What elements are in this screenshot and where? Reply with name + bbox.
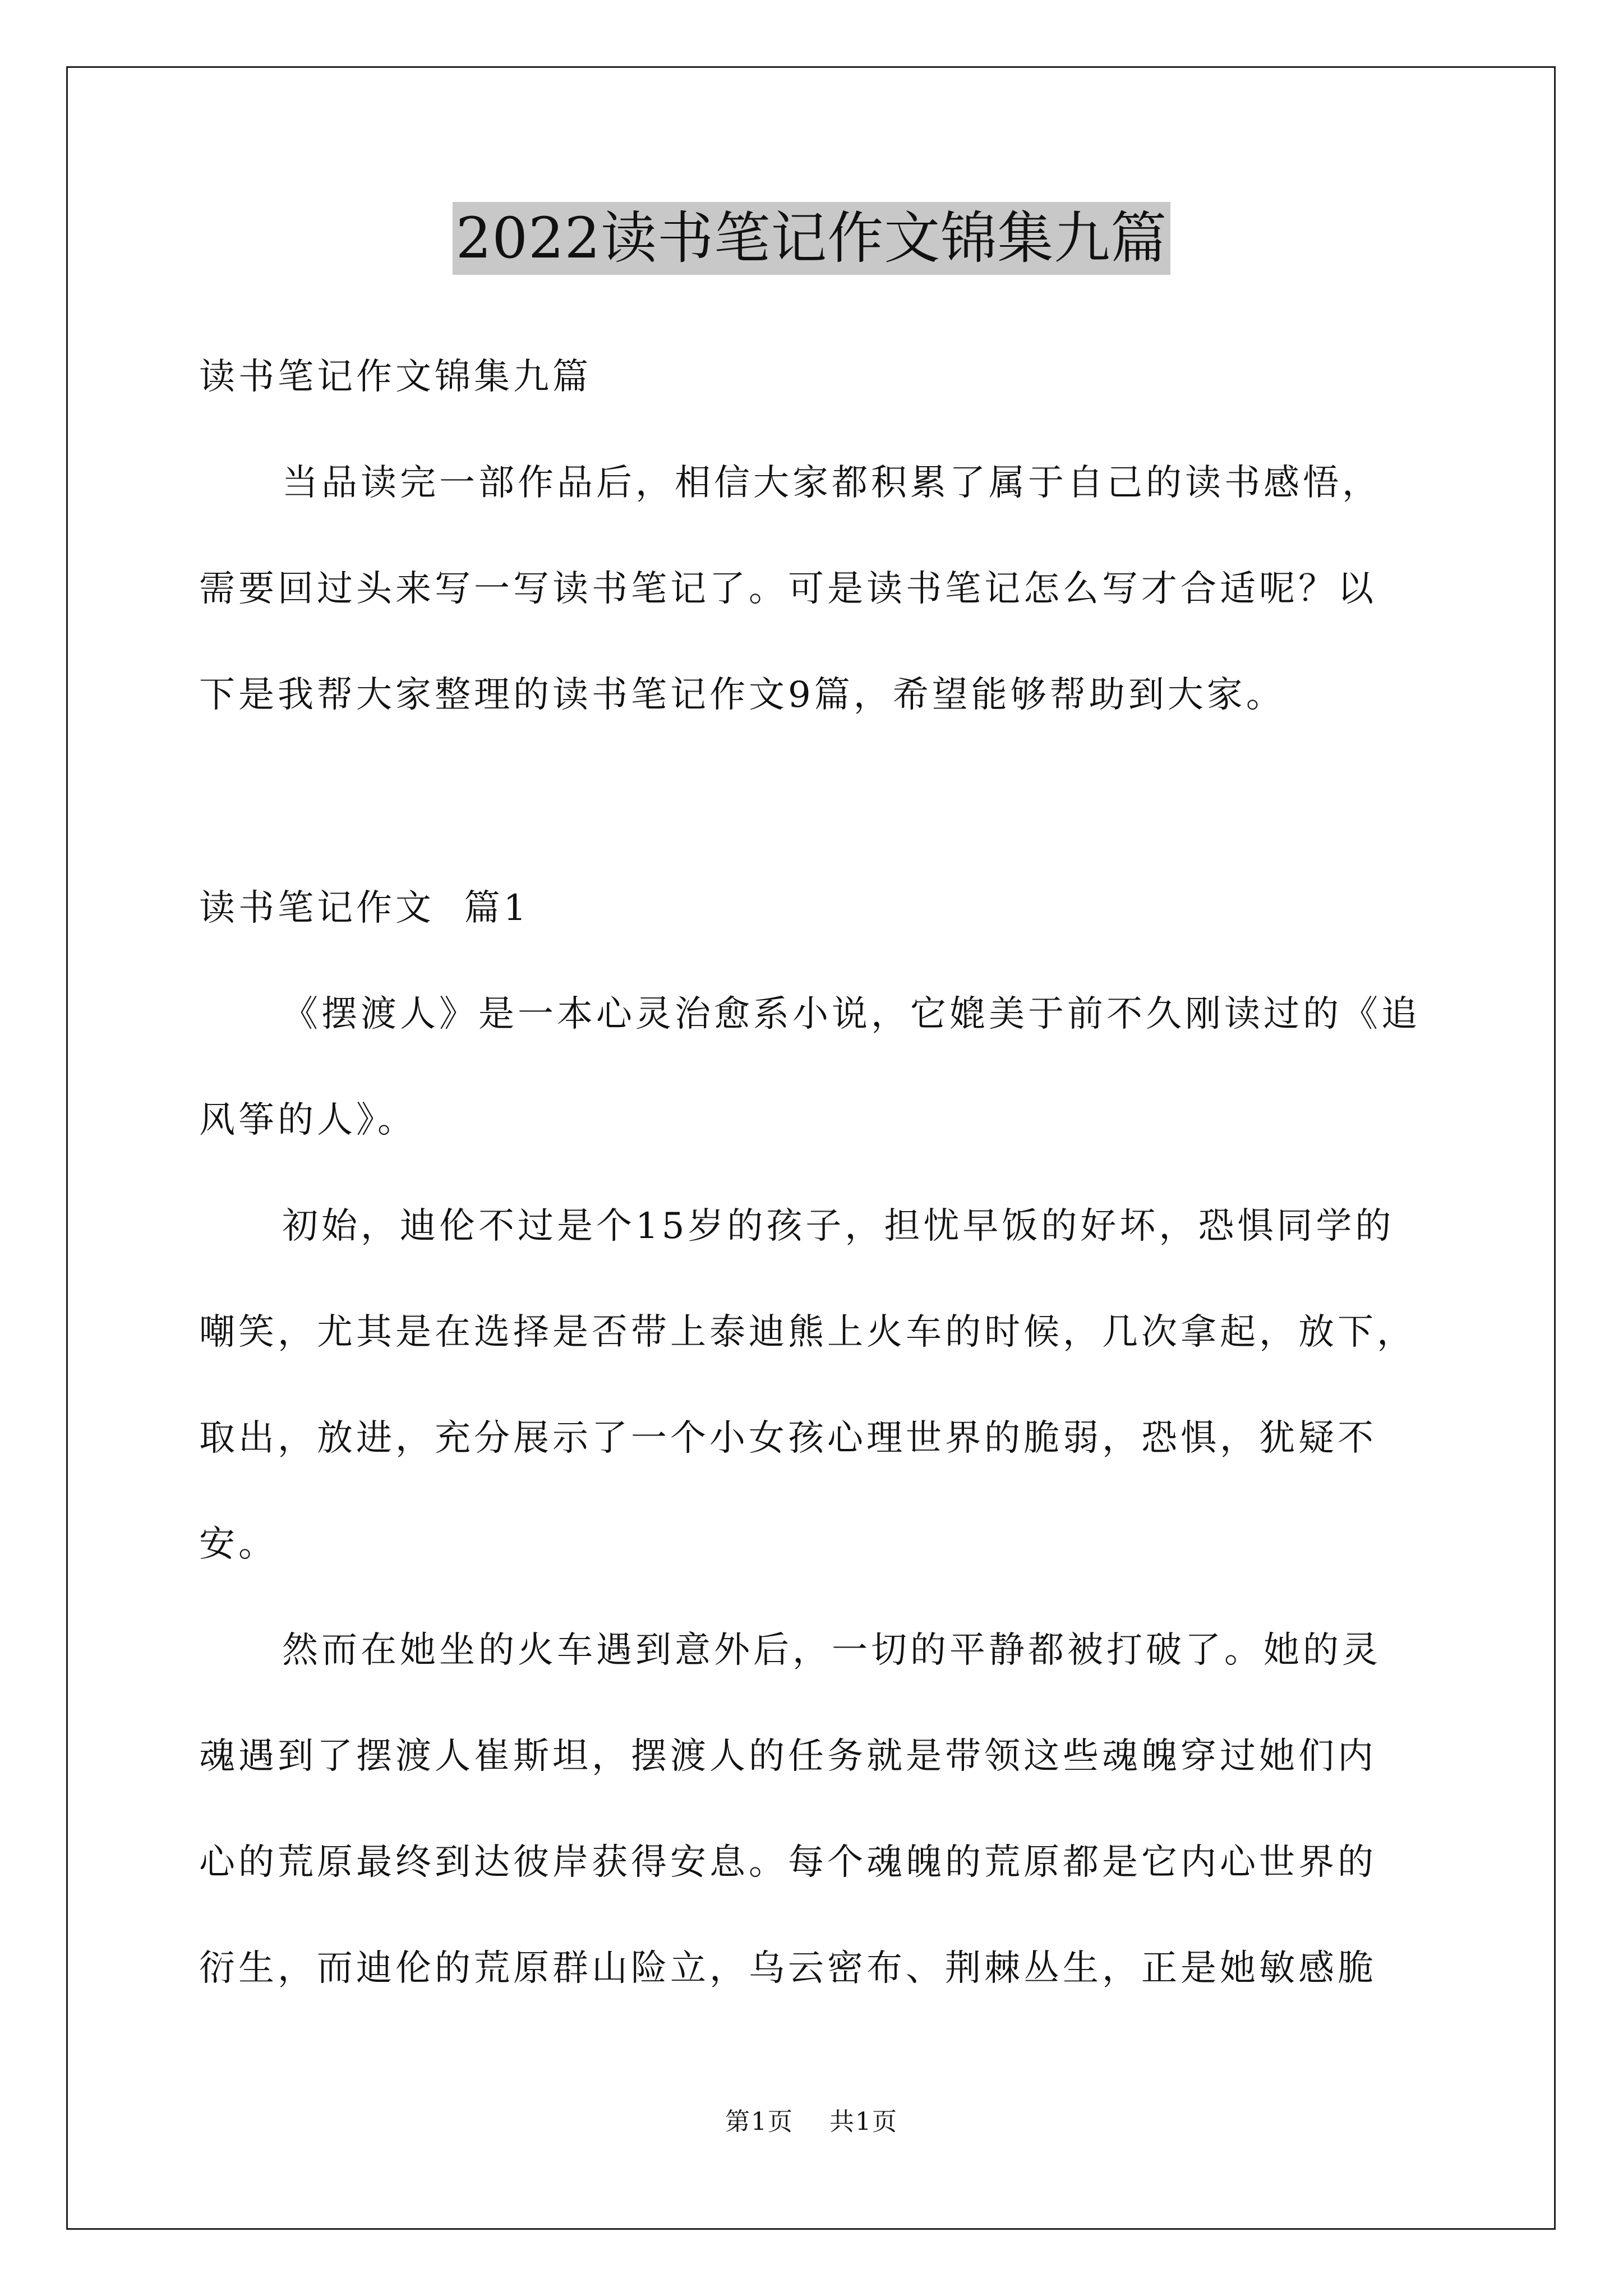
intro-line: 当品读完一部作品后，相信大家都积累了属于自己的读书感悟， [282, 462, 1381, 504]
document-subtitle: 读书笔记作文锦集九篇 [199, 356, 592, 398]
paragraph-line: 然而在她坐的火车遇到意外后，一切的平静都被打破了。她的灵 [282, 1630, 1381, 1671]
paragraph-line: 心的荒原最终到达彼岸获得安息。每个魂魄的荒原都是它内心世界的 [199, 1842, 1377, 1883]
document-title: 2022读书笔记作文锦集九篇 [453, 202, 1171, 275]
paragraph-line: 魂遇到了摆渡人崔斯坦，摆渡人的任务就是带领这些魂魄穿过她们内 [199, 1736, 1377, 1777]
body-paragraph-1 [199, 988, 1455, 1147]
paragraph-line: 风筝的人》。 [199, 1099, 417, 1141]
paragraph-line: 嘲笑，尤其是在选择是否带上泰迪熊上火车的时候，几次拿起，放下， [199, 1312, 1416, 1353]
document-body [199, 351, 1455, 1995]
intro-paragraph [199, 457, 1455, 722]
section-heading: 读书笔记作文 篇1 [199, 887, 530, 929]
paragraph-line: 衍生，而迪伦的荒原群山险立，乌云密布、荆棘丛生，正是她敏感脆 [199, 1948, 1377, 1989]
paragraph-line: 初始，迪伦不过是个15岁的孩子，担忧早饭的好坏，恐惧同学的 [282, 1205, 1395, 1247]
paragraph-line: 取出，放进，充分展示了一个小女孩心理世界的脆弱，恐惧，犹疑不 [199, 1418, 1377, 1459]
paragraph-line: 《摆渡人》是一本心灵治愈系小说，它媲美于前不久刚读过的《追 [282, 993, 1421, 1035]
body-paragraph-3 [199, 1624, 1455, 1995]
intro-line: 需要回过头来写一写读书笔记了。可是读书笔记怎么写才合适呢？以 [199, 568, 1377, 610]
page-footer [0, 2106, 1623, 2138]
page-number-label: 第1页 共1页 [725, 2108, 898, 2136]
body-paragraph-2 [199, 1200, 1455, 1571]
paragraph-line: 安。 [199, 1524, 278, 1565]
intro-line: 下是我帮大家整理的读书笔记作文9篇，希望能够帮助到大家。 [199, 674, 1285, 716]
title-container [0, 202, 1623, 275]
